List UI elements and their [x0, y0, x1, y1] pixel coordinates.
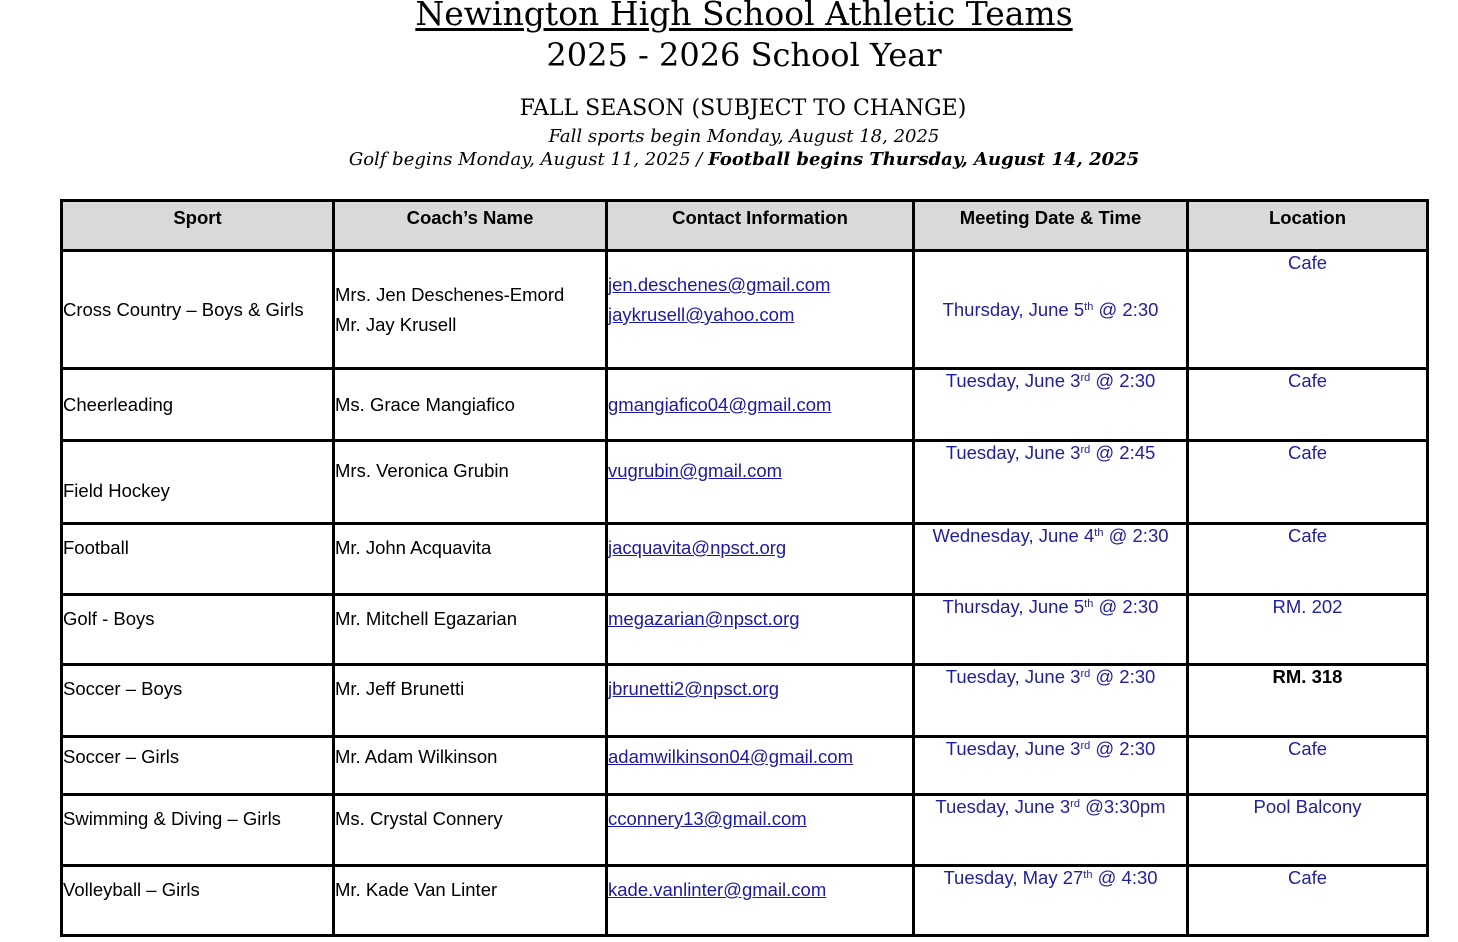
- coach-cell: Ms. Crystal Connery: [334, 795, 607, 866]
- table-row: [62, 737, 1428, 795]
- meeting-cell: Thursday, June 5th @ 2:30: [914, 595, 1188, 665]
- golf-football-note: Golf begins Monday, August 11, 2025 / Football begins Thursday, August 14, 2025: [348, 149, 1140, 170]
- table-row: [62, 251, 1428, 369]
- email-link[interactable]: jbrunetti2@npsct.org: [608, 678, 779, 699]
- contact-cell: [607, 737, 914, 795]
- location-cell: RM. 318: [1188, 665, 1428, 737]
- school-year-subtitle: 2025 - 2026 School Year: [546, 36, 942, 74]
- coach-cell: Mr. Jeff Brunetti: [334, 665, 607, 737]
- coach-cell: Mr. Mitchell Egazarian: [334, 595, 607, 665]
- meeting-cell: Thursday, June 5th @ 2:30: [914, 251, 1188, 369]
- sport-cell: Field Hockey: [62, 441, 334, 524]
- coach-cell: Mr. Kade Van Linter: [334, 866, 607, 936]
- meeting-cell: Tuesday, May 27th @ 4:30: [914, 866, 1188, 936]
- table-row: [62, 369, 1428, 441]
- athletic-teams-table: [60, 199, 1429, 937]
- contact-cell: [607, 595, 914, 665]
- column-header-coach: Coach’s Name: [334, 201, 607, 251]
- meeting-cell: Tuesday, June 3rd @ 2:30: [914, 737, 1188, 795]
- season-heading: FALL SEASON (SUBJECT TO CHANGE): [519, 96, 967, 121]
- email-link[interactable]: kade.vanlinter@gmail.com: [608, 879, 827, 900]
- contact-cell: [607, 441, 914, 524]
- contact-cell: [607, 665, 914, 737]
- sport-cell: Swimming & Diving – Girls: [62, 795, 334, 866]
- table-row: [62, 524, 1428, 595]
- email-link[interactable]: vugrubin@gmail.com: [608, 460, 783, 481]
- fall-start-note: Fall sports begin Monday, August 18, 2025: [548, 126, 940, 147]
- column-header-meeting: Meeting Date & Time: [914, 201, 1188, 251]
- email-link[interactable]: jen.deschenes@gmail.com: [608, 274, 831, 295]
- location-cell: Cafe: [1188, 737, 1428, 795]
- sport-cell: Cross Country – Boys & Girls: [62, 251, 334, 369]
- table-row: [62, 441, 1428, 524]
- document-title: Newington High School Athletic Teams: [415, 0, 1073, 33]
- coach-cell: [334, 251, 607, 369]
- location-cell: Cafe: [1188, 251, 1428, 369]
- email-link[interactable]: gmangiafico04@gmail.com: [608, 393, 832, 415]
- table-row: [62, 795, 1428, 866]
- coach-cell: Mrs. Veronica Grubin: [334, 441, 607, 524]
- sport-cell: Volleyball – Girls: [62, 866, 334, 936]
- table-row: [62, 866, 1428, 936]
- email-link[interactable]: megazarian@npsct.org: [608, 608, 800, 629]
- coach-cell: Mr. John Acquavita: [334, 524, 607, 595]
- coach-name: Mr. Jay Krusell: [335, 313, 457, 335]
- contact-cell: [607, 866, 914, 936]
- meeting-cell: Tuesday, June 3rd @3:30pm: [914, 795, 1188, 866]
- location-cell: Cafe: [1188, 441, 1428, 524]
- sport-cell: Cheerleading: [62, 369, 334, 441]
- meeting-cell: Wednesday, June 4th @ 2:30: [914, 524, 1188, 595]
- column-header-sport: Sport: [62, 201, 334, 251]
- email-link[interactable]: jaykrusell@yahoo.com: [608, 304, 795, 325]
- coach-cell: Ms. Grace Mangiafico: [334, 369, 607, 441]
- contact-cell: [607, 251, 914, 369]
- sport-cell: Soccer – Girls: [62, 737, 334, 795]
- sport-cell: Football: [62, 524, 334, 595]
- table-row: [62, 595, 1428, 665]
- column-header-contact: Contact Information: [607, 201, 914, 251]
- location-cell: Cafe: [1188, 866, 1428, 936]
- contact-cell: [607, 369, 914, 441]
- location-cell: Pool Balcony: [1188, 795, 1428, 866]
- email-link[interactable]: adamwilkinson04@gmail.com: [608, 746, 853, 767]
- sport-cell: Soccer – Boys: [62, 665, 334, 737]
- table-row: [62, 665, 1428, 737]
- column-header-location: Location: [1188, 201, 1428, 251]
- contact-cell: [607, 524, 914, 595]
- table-header-row: [62, 201, 1428, 251]
- meeting-cell: Tuesday, June 3rd @ 2:45: [914, 441, 1188, 524]
- sport-cell: Golf - Boys: [62, 595, 334, 665]
- meeting-cell: Tuesday, June 3rd @ 2:30: [914, 665, 1188, 737]
- coach-cell: Mr. Adam Wilkinson: [334, 737, 607, 795]
- email-link[interactable]: jacquavita@npsct.org: [608, 537, 787, 558]
- location-cell: Cafe: [1188, 524, 1428, 595]
- location-cell: Cafe: [1188, 369, 1428, 441]
- location-cell: RM. 202: [1188, 595, 1428, 665]
- email-link[interactable]: cconnery13@gmail.com: [608, 808, 807, 829]
- meeting-cell: Tuesday, June 3rd @ 2:30: [914, 369, 1188, 441]
- contact-cell: [607, 795, 914, 866]
- coach-name: Mrs. Jen Deschenes-Emord: [335, 283, 565, 305]
